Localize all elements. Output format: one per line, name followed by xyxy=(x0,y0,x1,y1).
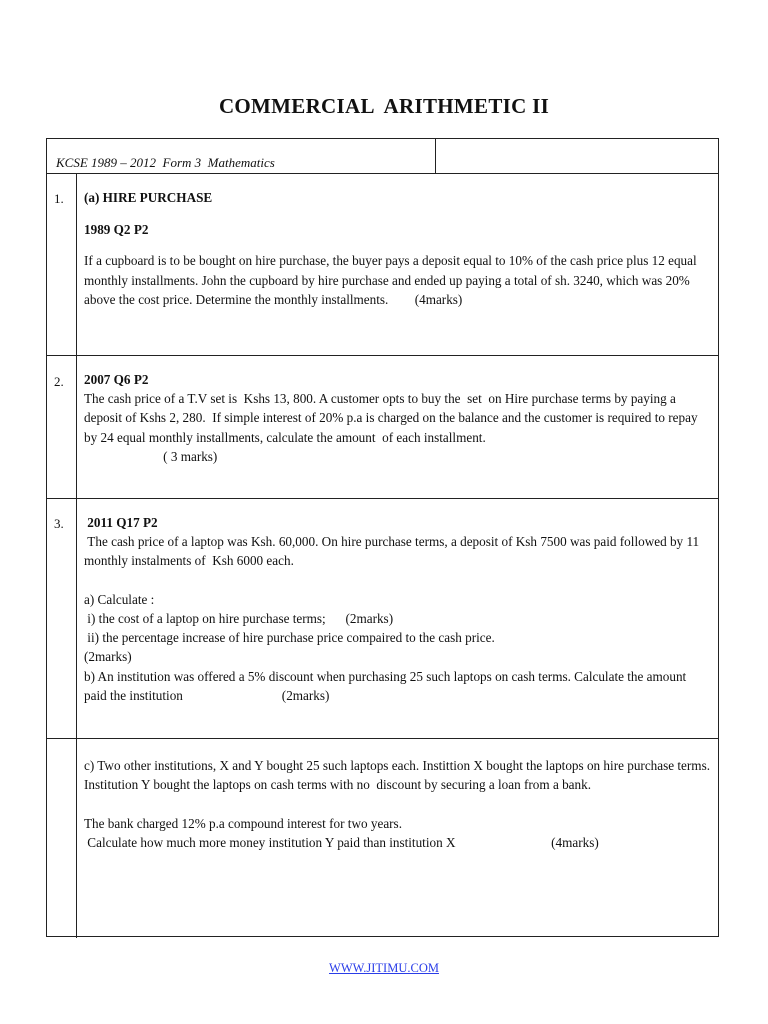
questions-table xyxy=(46,138,719,937)
header-source: KCSE 1989 – 2012 Form 3 Mathematics xyxy=(56,155,275,170)
number-column-divider xyxy=(76,173,77,938)
header-right-cell xyxy=(443,155,446,171)
blank-line xyxy=(84,571,712,590)
page-title: COMMERCIAL ARITHMETIC II xyxy=(218,94,550,118)
question-source: 1989 Q2 P2 xyxy=(84,222,149,238)
question-source: 2007 Q6 P2 xyxy=(84,372,149,387)
question-part: c) Two other institutions, X and Y bought 25 such laptops each. Instittion X bought the laptops on hire purchase terms. Institution Y bought the laptops on cash terms with no discount by securing a loan from a bank. xyxy=(84,758,714,793)
question-number: 3. xyxy=(54,516,64,531)
question-3-continued xyxy=(84,756,712,852)
row-divider xyxy=(47,355,718,356)
question-3 xyxy=(84,513,712,705)
question-2 xyxy=(84,370,712,466)
question-number: 1. xyxy=(54,191,64,206)
footer-website-link[interactable]: WWW.JITIMU.COM xyxy=(329,961,439,975)
row-divider xyxy=(47,498,718,499)
question-part: i) the cost of a laptop on hire purchase terms; (2marks) xyxy=(84,611,394,627)
question-part: The bank charged 12% p.a compound interest for two years. xyxy=(84,815,402,831)
question-text: If a cupboard is to be bought on hire purchase, the buyer pays a deposit equal to 10% of the cash price plus 12 equal monthly installments. John the cupboard by hire purchase and ended up paying a total of sh. 3240, which was 20% above the cost price. Determine the monthly installments. (4marks) xyxy=(84,253,700,307)
question-number: 2. xyxy=(54,374,64,389)
question-marks: ( 3 marks) xyxy=(84,448,218,464)
question-part: ii) the percentage increase of hire purchase price compaired to the cash price. xyxy=(84,630,495,646)
section-heading: (a) HIRE PURCHASE xyxy=(84,190,213,205)
header-divider xyxy=(435,139,436,173)
question-part: (2marks) xyxy=(84,649,132,665)
question-part: Calculate how much more money institution Y paid than institution X (4marks) xyxy=(84,834,599,850)
question-text: The cash price of a T.V set is Kshs 13, 800. A customer opts to buy the set on Hire purchase terms by paying a deposit of Kshs 2, 280. If simple interest of 20% p.a is charged on the balance and the customer is required to repay by 24 equal monthly installments, calculate the amount of each installment. xyxy=(84,391,701,445)
question-source: 2011 Q17 P2 xyxy=(84,515,158,530)
row-divider xyxy=(47,173,718,174)
question-part: a) Calculate : xyxy=(84,591,155,607)
question-text: The cash price of a laptop was Ksh. 60,000. On hire purchase terms, a deposit of Ksh 7500 was paid followed by 11 monthly instalments of Ksh 6000 each. xyxy=(84,534,703,569)
question-1 xyxy=(84,188,712,309)
question-part: b) An institution was offered a 5% discount when purchasing 25 such laptops on cash terms. Calculate the amount paid the institution (2marks) xyxy=(84,668,690,703)
blank-line xyxy=(84,794,712,813)
row-divider xyxy=(47,738,718,739)
